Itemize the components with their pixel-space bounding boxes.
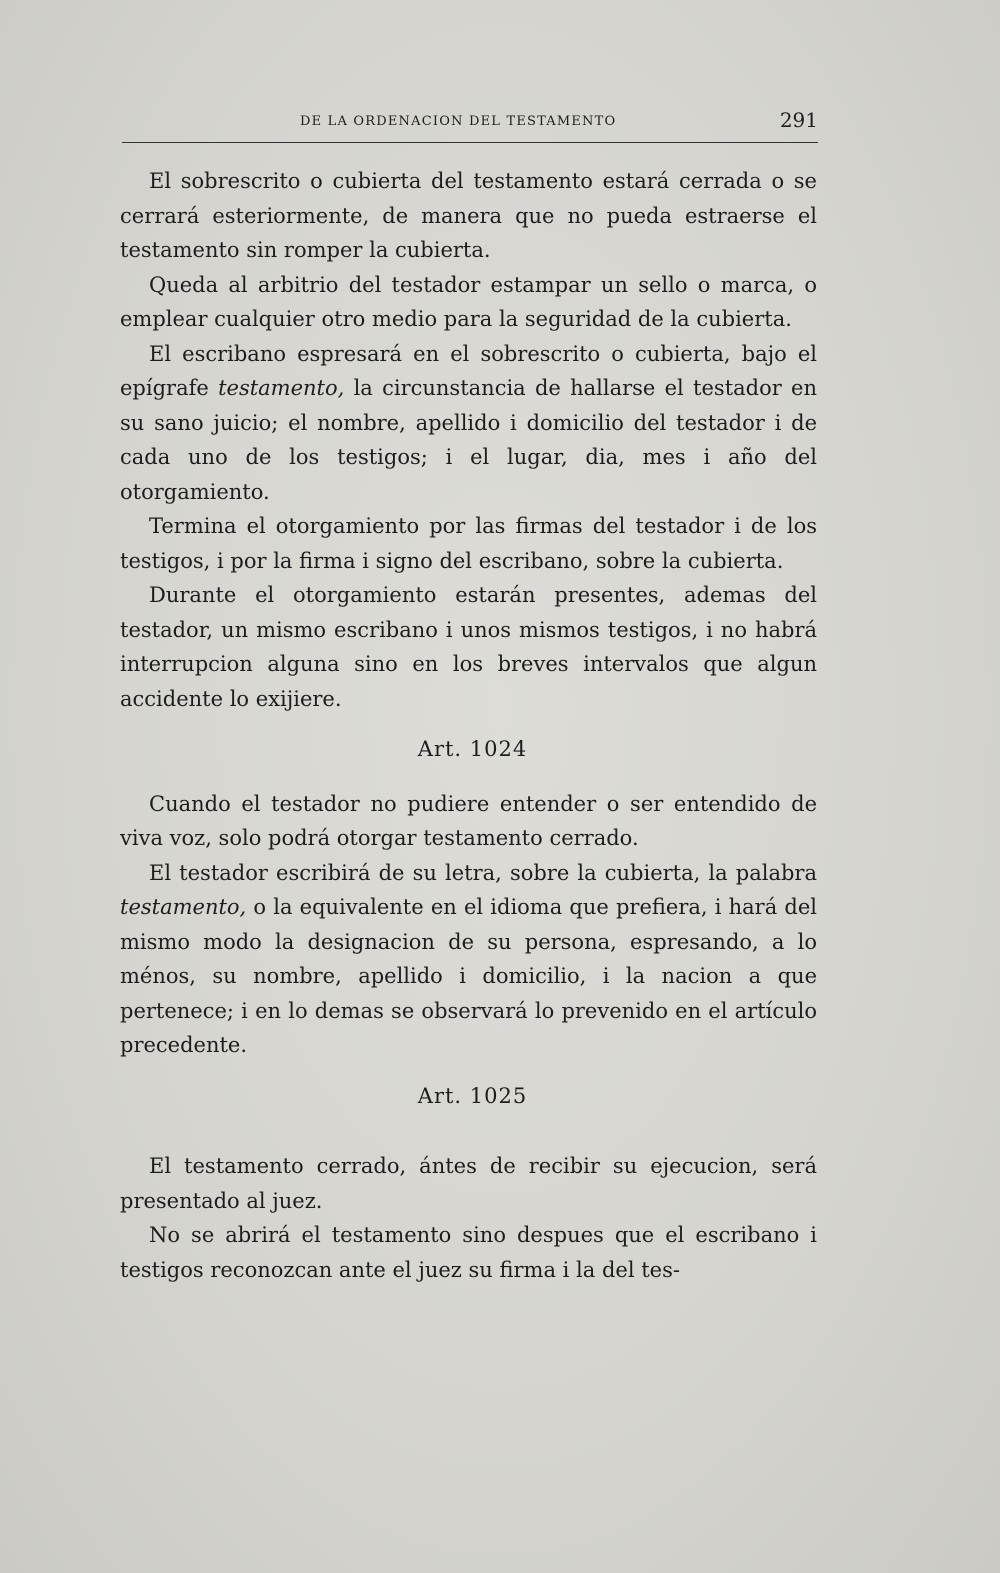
paragraph-1: El sobrescrito o cubierta del testamento estará cerrada o se cerrará esteriormente, de manera que no pueda estraerse el testamento sin romper la cubierta. [120, 169, 817, 262]
page-number: 291 [779, 108, 818, 132]
paragraph-7-start: El testador escribirá de su letra, sobre la cubierta, la palabra [149, 860, 817, 885]
paragraph-2: Queda al arbitrio del testador estampar un sello o marca, o emplear cualquier otro medio para la seguridad de la cubierta. [120, 272, 817, 331]
paragraph-8: El testamento cerrado, ántes de recibir su ejecucion, será presentado al juez. [120, 1154, 817, 1213]
paragraph-6: Cuando el testador no pudiere entender o ser entendido de viva voz, solo podrá otorgar testamento cerrado. [120, 791, 817, 850]
article-heading-1025: Art. 1025 [417, 1083, 528, 1108]
paragraph-4: Termina el otorgamiento por las firmas del testador i de los testigos, i por la firma i signo del escribano, sobre la cubierta. [120, 514, 817, 573]
article-heading-1024: Art. 1024 [417, 737, 528, 761]
italic-term: testamento, [120, 895, 247, 919]
paragraph-3-start: El escribano espresará en el sobrescrito o cubierta, bajo el epígrafe [120, 341, 817, 400]
paragraph-9: No se abrirá el testamento sino despues que el escribano i testigos reconozcan ante el juez su firma i la del tes- [120, 1223, 817, 1282]
paragraph-3 [120, 337, 817, 510]
page-header [122, 108, 818, 143]
paragraph-5: Durante el otorgamiento estarán presentes, ademas del testador, un mismo escribano i unos mismos testigos, i no habrá interrupcion alguna sino en los breves intervalos que algun accidente lo exijiere. [120, 583, 817, 711]
body-text [120, 164, 817, 1287]
running-head: DE LA ORDENACION DEL TESTAMENTO [300, 114, 617, 129]
paragraph-7 [120, 856, 817, 1063]
italic-term: testamento, [218, 376, 345, 400]
paragraph-3-end: la circunstancia de hallarse el testador en su sano juicio; el nombre, apellido i domicilio del testador i de cada uno de los testigos; i el lugar, dia, mes i año del otorgamiento. [120, 376, 818, 504]
paragraph-7-end: o la equivalente en el idioma que prefiera, i hará del mismo modo la designacion de su persona, espresando, a lo ménos, su nombre, apellido i domicilio, i la nacion a que pertenece; i en lo demas se observará lo prevenido en el artículo precedente. [120, 895, 817, 1057]
